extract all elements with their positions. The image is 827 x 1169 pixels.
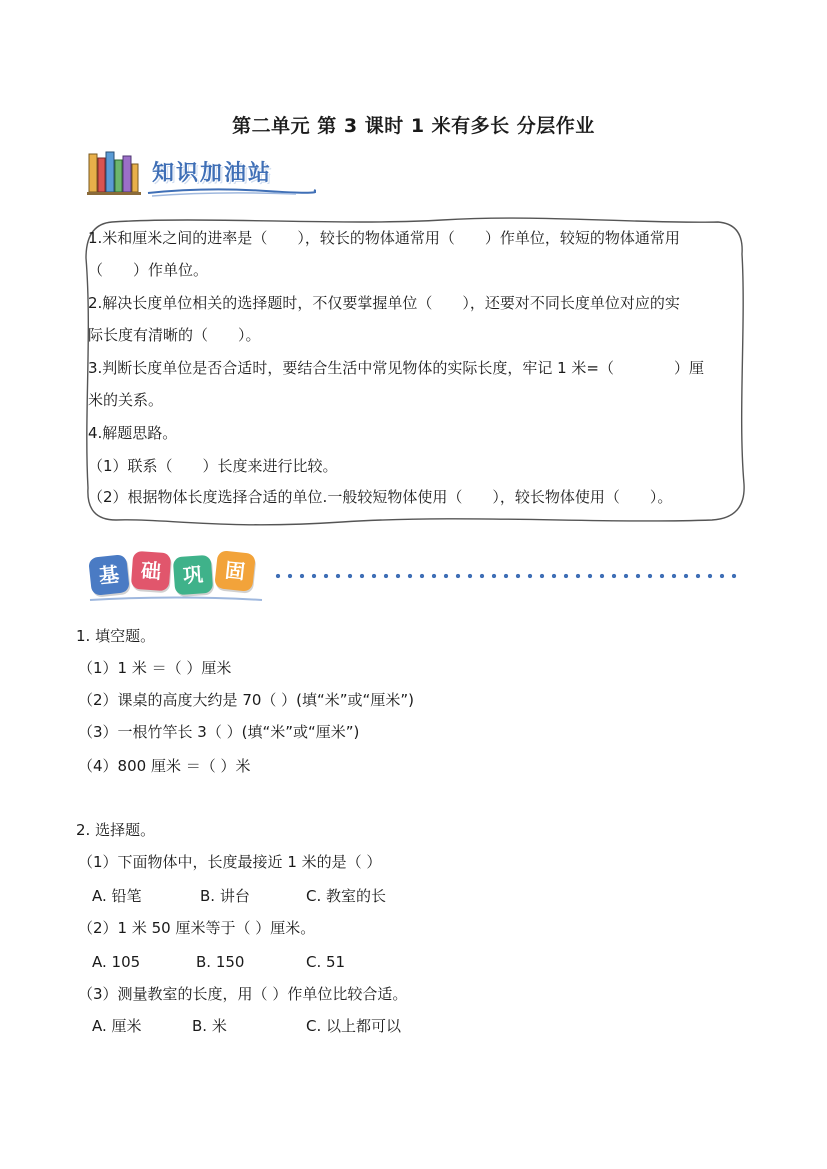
choice-question-1: （1）下面物体中，长度最接近 1 米的是（ ）	[78, 853, 382, 871]
choice-question-2: （2）1 米 50 厘米等于（ ）厘米。	[78, 919, 316, 937]
knowledge-line-4: 际长度有清晰的（ ）。	[88, 326, 261, 344]
choice-1-option-c: C. 教室的长	[306, 887, 387, 905]
knowledge-line-9: （2）根据物体长度选择合适的单位.一般较短物体使用（ ），较长物体使用（ ）。	[88, 488, 673, 506]
knowledge-line-8: （1）联系（ ）长度来进行比较。	[88, 457, 338, 475]
choice-2-option-b: B. 150	[196, 953, 245, 971]
choice-2-option-c: C. 51	[306, 953, 346, 971]
banner-underline	[146, 184, 316, 198]
knowledge-line-2: （ ）作单位。	[88, 261, 209, 279]
knowledge-line-3: 2.解决长度单位相关的选择题时，不仅要掌握单位（ ），还要对不同长度单位对应的实	[88, 294, 680, 312]
section2-heading: 2. 选择题。	[76, 821, 156, 839]
dotted-divider	[272, 573, 742, 579]
bookshelf-icon	[86, 150, 146, 196]
choice-question-3: （3）测量教室的长度，用（ ）作单位比较合适。	[78, 985, 408, 1003]
banner-tile-3: 巩	[173, 555, 214, 596]
banner-tile-2: 础	[131, 551, 172, 592]
choice-2-option-a: A. 105	[92, 953, 141, 971]
banner-tile-1: 基	[88, 554, 130, 596]
fill-item-2: （2）课桌的高度大约是 70（ ）(填“米”或“厘米”)	[78, 691, 414, 709]
banner-tile-4: 固	[214, 550, 256, 592]
section1-heading: 1. 填空题。	[76, 627, 156, 645]
choice-3-option-b: B. 米	[192, 1017, 227, 1035]
fill-item-1: （1）1 米 ＝（ ）厘米	[78, 659, 232, 677]
knowledge-banner	[86, 148, 316, 198]
banner-swoosh	[86, 594, 266, 606]
choice-1-option-a: A. 铅笔	[92, 887, 142, 905]
basic-banner	[86, 548, 746, 606]
choice-1-option-b: B. 讲台	[200, 887, 250, 905]
knowledge-line-6: 米的关系。	[88, 391, 164, 409]
fill-item-3: （3）一根竹竿长 3（ ）(填“米”或“厘米”)	[78, 723, 360, 741]
knowledge-line-5: 3.判断长度单位是否合适时，要结合生活中常见物体的实际长度，牢记 1 米=（ ）厘	[88, 359, 704, 377]
choice-3-option-a: A. 厘米	[92, 1017, 142, 1035]
knowledge-line-7: 4.解题思路。	[88, 424, 178, 442]
choice-3-option-c: C. 以上都可以	[306, 1017, 402, 1035]
knowledge-banner-title: 知识加油站	[152, 161, 273, 186]
page-title: 第二单元 第 3 课时 1 米有多长 分层作业	[232, 115, 595, 137]
knowledge-line-1: 1.米和厘米之间的进率是（ ），较长的物体通常用（ ）作单位，较短的物体通常用	[88, 229, 680, 247]
fill-item-4: （4）800 厘米 ＝（ ）米	[78, 757, 251, 775]
